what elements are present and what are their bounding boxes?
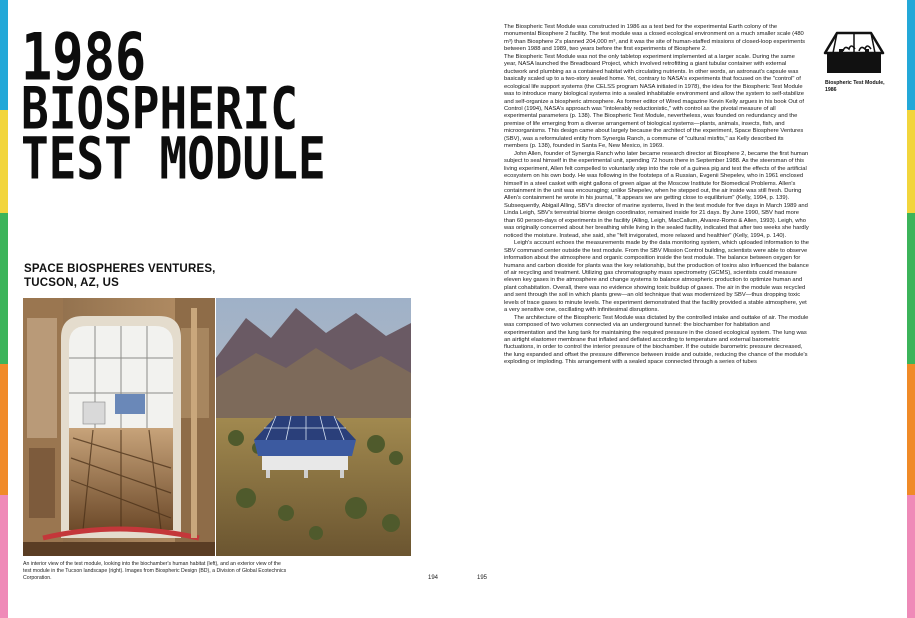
biosphere-module-icon: [823, 27, 885, 77]
body-paragraph-1: The Biospheric Test Module was constructed in 1986 as a test bed for the experimental Earth colony of the monumental Biosphere 2 facility. The test module was a closed ecological environment on a much smaller scale (480 m³) than Biosphere 2's planned 204,000 m³, and it was the site of human-staffed missions of closed-loop experiments between 1988 and 1989, two years before the first experiments of Biosphere 2.: [504, 24, 805, 53]
body-paragraph-2: The Biospheric Test Module was not the only tabletop experiment implemented at a larger scale. During the same year, NASA launched the Breadboard Project, which involved retrofitting a giant tubular container with external ductwork and plumbing as a contained habitat with circulating nutrients. In other words, an astronaut's capsule was basically scaled up to a two-story sealed home. Yet, contrary to NASA's experiments that focused on the "control" of ecological life support systems (the CELSS program NASA initiated in 1978), the idea for the Biospheric Test Module was to introduce many biological systems into a sealed inhabitable environment and allow the system to self-stabilize and self-organize a biospheric atmosphere. As former editor of Wired magazine Kevin Kelly argues in his book Out of Control (1994), NASA's approach was "intolerably reductionistic," with control as the pivotal measure of all experimental parameters (p. 138). The Biospheric Test Module, nevertheless, was founded on redundancy and the premise of life emerging from a diverse arrangement of biological systems—plants, animals, insects, fish, and microorganisms. This design came about largely because the architect of the experiment, Space Biosphere Ventures (SBV), was a reformulated entity from Synergia Ranch, a commune of "cultural misfits," as Kelly described its members (p. 138), founded in Santa Fe, New Mexico, in 1969.: [504, 53, 804, 150]
exterior-photo: [216, 298, 411, 556]
page-number-right: 195: [477, 575, 488, 581]
right-edge-bar-orange: [907, 364, 915, 495]
body-paragraph-4: Leigh's account echoes the measurements made by the data monitoring system, which uploaded information to the SBV command center outside the test module. From the SBV Mission Control building, scientists were able to observe information about the atmosphere and organic composition inside the test module. The balance between oxygen for humans and carbon dioxide for plants was the key relationship, but the production of toxins also influenced the balance of air recycling and treatment. Utilizing gas chromatography mass spectrometry (GCMS), scientists could measure eleven key gases in the atmosphere and change systems to balance atmospheric production to optimize human and plant cohabitation. Overall, there was no evidence showing toxic buildup of gases. The air in the module was recycled and sent through the soil in which plants grew—an old technique that was modernized by SBV—thus dropping toxic levels of trace gases to minute levels. The experiment demonstrated that the facility provided a stable atmosphere, yet a very sensitive one, oscillating with infinitesimal disruptions.: [504, 240, 809, 314]
left-edge-bar-orange: [0, 364, 8, 495]
right-edge-bar-green: [907, 213, 915, 364]
body-text: [504, 24, 809, 594]
page-number-left: 194: [428, 575, 439, 581]
project-location: [24, 262, 324, 290]
left-edge-bar-pink: [0, 495, 8, 618]
title-line-2: BIOSPHERIC: [21, 74, 298, 142]
photo-caption: An interior view of the test module, looking into the biochamber's human habitat (left), and an exterior view of the test module in the Tucson landscape (right). Images from Biospheric Design (BD), a Division of Global Ecotechnics Corporation.: [23, 561, 287, 581]
icon-caption-line-1: Biospheric Test Module,: [825, 80, 885, 86]
title-line-3: TEST MODULE: [21, 124, 326, 192]
title-year: 1986: [21, 20, 147, 96]
icon-caption: [825, 80, 905, 93]
body-paragraph-5: The architecture of the Biospheric Test Module was dictated by the controlled intake and outtake of air. The module was composed of two volumes connected via an underground tunnel: the biochamber for habitation and experimentation and the lung tank for maintaining the required pressure in the closed ecological system. The lung was an airtight elastomer membrane that inflated and deflated according to temperature and external barometric fluctuations, in order to control the interior pressure of the biochamber. If the outside barometric pressure decreased, the lung expanded and offset the pressure difference between inside and outside, reducing the chance of the module's exploding or imploding. This arrangement with a sealed space connected through a series of tubes: [504, 314, 809, 366]
right-edge-bar-cyan: [907, 0, 915, 110]
page-title: [21, 20, 481, 192]
right-edge-bar-pink: [907, 495, 915, 618]
interior-photo: [23, 298, 215, 556]
right-edge-bar-yellow: [907, 110, 915, 213]
left-edge-bar-green: [0, 213, 8, 364]
body-paragraph-3: John Allen, founder of Synergia Ranch who later became research director at Biosphere 2, became the first human subject to seal himself in the experimental unit, spending 72 hours there in September 1988. As the steersman of this living experiment, Allen felt compelled to voluntarily step into the role of a guinea pig and test the effects of the artificial ecosystem on his own body. He was following in the footsteps of a Russian, Evgenii Shepelev, who in 1961 enclosed himself in a steel casket with eight gallons of green algae at the Moscow Institute for Biomedical Problems. Allen's containment in the unit was encouraging; unlike Shepelev, when he stepped out, the air inside was still fresh. During Allen's containment he wrote in his journal, "It appears we are getting close to equilibrium" (Kelly, 1994, p. 139). Subsequently, Abigail Alling, SBV's director of marine systems, lived in the test module for five days in March 1989 and Linda Leigh, SBV's terrestrial biome design coordinator, remained inside for 21 days. By June 1990, SBV had more than 60 person-days of experiments in the facility (Alling, Leigh, MacCallum, Alvarez-Romo & Allen, 1993). Leigh, who was originally concerned about her breathing while living in the sealed facility, indicated that after two weeks she hardly noticed the moisture. Instead, she said, she "felt invigorated, more relaxed and healthier" (Kelly, 1994, p. 140).: [504, 150, 809, 239]
subtitle-line-1: SPACE BIOSPHERES VENTURES,: [24, 263, 216, 275]
subtitle-line-2: TUCSON, AZ, US: [24, 277, 120, 289]
left-edge-bar-yellow: [0, 110, 8, 213]
left-edge-bar-cyan: [0, 0, 8, 110]
icon-caption-line-2: 1986: [825, 86, 837, 93]
